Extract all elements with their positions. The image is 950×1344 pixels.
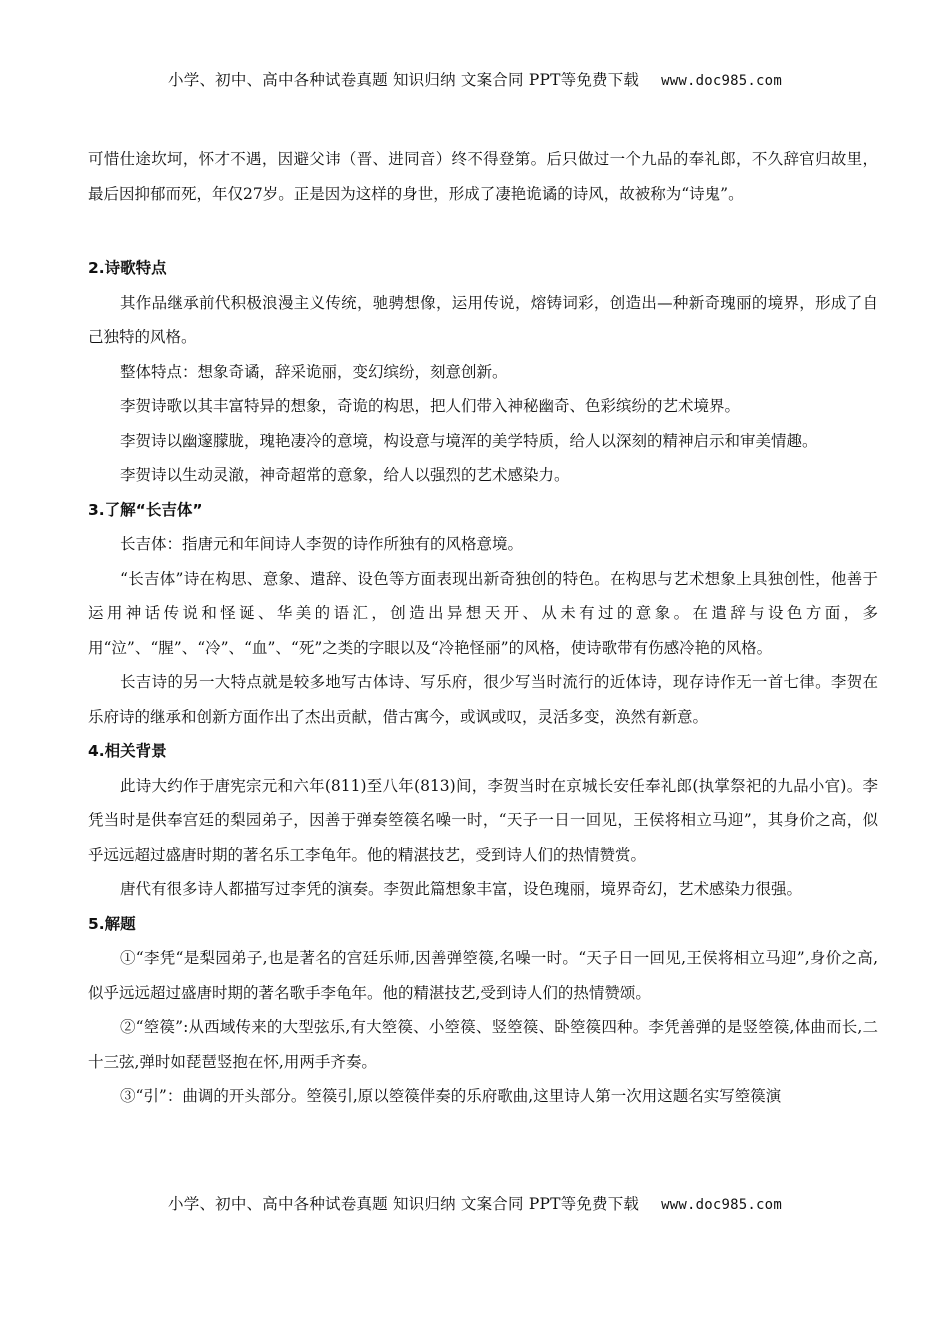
spacer — [88, 211, 878, 251]
section-2-paragraph-3: 李贺诗歌以其丰富特异的想象，奇诡的构思，把人们带入神秘幽奇、色彩缤纷的艺术境界。 — [120, 397, 741, 415]
section-3-heading: 3.了解“长吉体” — [88, 500, 203, 519]
section-5-paragraph-3: ③“引”：曲调的开头部分。箜篌引,原以箜篌伴奏的乐府歌曲,这里诗人第一次用这题名实写箜篌演 — [120, 1087, 782, 1105]
section-4-paragraph-1: 此诗大约作于唐宪宗元和六年(811)至八年(813)间，李贺当时在京城长安任奉礼郎(执掌祭祀的九品小官)。李凭当时是供奉宫廷的梨园弟子，因善于弹奏箜篌名噪一时，“天子一日一回见，王侯将相立马迎”，其身价之高，似乎远远超过盛唐时期的著名乐工李龟年。他的精湛技艺，受到诗人们的热情赞赏。 — [88, 776, 878, 864]
header-text: 小学、初中、高中各种试卷真题 知识归纳 文案合同 PPT等免费下载 — [168, 71, 640, 89]
header-url[interactable]: www.doc985.com — [661, 73, 782, 89]
document-body — [88, 142, 878, 1114]
footer-url[interactable]: www.doc985.com — [661, 1197, 782, 1213]
intro-paragraph: 可惜仕途坎坷，怀才不遇，因避父讳（晋、进同音）终不得登第。后只做过一个九品的奉礼郎，不久辞官归故里，最后因抑郁而死，年仅27岁。正是因为这样的身世，形成了凄艳诡谲的诗风，故被称为“诗鬼”。 — [88, 150, 878, 203]
section-4-paragraph-2: 唐代有很多诗人都描写过李凭的演奏。李贺此篇想象丰富，设色瑰丽，境界奇幻，艺术感染力很强。 — [120, 880, 803, 898]
section-2-paragraph-5: 李贺诗以生动灵澈，神奇超常的意象，给人以强烈的艺术感染力。 — [120, 466, 570, 484]
section-2-heading: 2.诗歌特点 — [88, 259, 167, 277]
section-5-heading: 5.解题 — [88, 914, 136, 933]
section-3-paragraph-3: 长吉诗的另一大特点就是较多地写古体诗、写乐府，很少写当时流行的近体诗，现存诗作无一首七律。李贺在乐府诗的继承和创新方面作出了杰出贡献，借古寓今，或讽或叹，灵活多变，涣然有新意。 — [88, 673, 878, 726]
section-5-paragraph-1: ①“李凭“是梨园弟子,也是著名的宫廷乐师,因善弹箜篌,名噪一时。“天子日一回见,王侯将相立马迎”,身价之高,似乎远远超过盛唐时期的著名歌手李龟年。他的精湛技艺,受到诗人们的热情赞颂。 — [88, 949, 878, 1002]
page-header — [0, 68, 950, 90]
section-4-heading: 4.相关背景 — [88, 742, 167, 760]
page-footer — [0, 1192, 950, 1214]
section-2-paragraph-4: 李贺诗以幽邃朦胧，瑰艳凄冷的意境，构设意与境浑的美学特质，给人以深刻的精神启示和审美情趣。 — [120, 431, 818, 450]
footer-text: 小学、初中、高中各种试卷真题 知识归纳 文案合同 PPT等免费下载 — [168, 1195, 640, 1213]
section-2-paragraph-1: 其作品继承前代积极浪漫主义传统，驰骋想像，运用传说，熔铸词彩，创造出—种新奇瑰丽的境界，形成了自己独特的风格。 — [88, 293, 878, 346]
section-3-paragraph-2: “长吉体”诗在构思、意象、遣辞、设色等方面表现出新奇独创的特色。在构思与艺术想象上具独创性，他善于运用神话传说和怪诞、华美的语汇，创造出异想天开、从未有过的意象。在遣辞与设色方面，多用“泣”、“腥”、“冷”、“血”、“死”之类的字眼以及“冷艳怪丽”的风格，使诗歌带有伤感冷艳的风格。 — [88, 569, 878, 657]
section-2-paragraph-2: 整体特点：想象奇谲，辞采诡丽，变幻缤纷，刻意创新。 — [120, 362, 508, 381]
section-3-paragraph-1: 长吉体：指唐元和年间诗人李贺的诗作所独有的风格意境。 — [120, 535, 524, 553]
section-5-paragraph-2: ②“箜篌”:从西域传来的大型弦乐,有大箜篌、小箜篌、竖箜篌、卧箜篌四种。李凭善弹的是竖箜篌,体曲而长,二十三弦,弹时如琵琶竖抱在怀,用两手齐奏。 — [88, 1018, 878, 1071]
